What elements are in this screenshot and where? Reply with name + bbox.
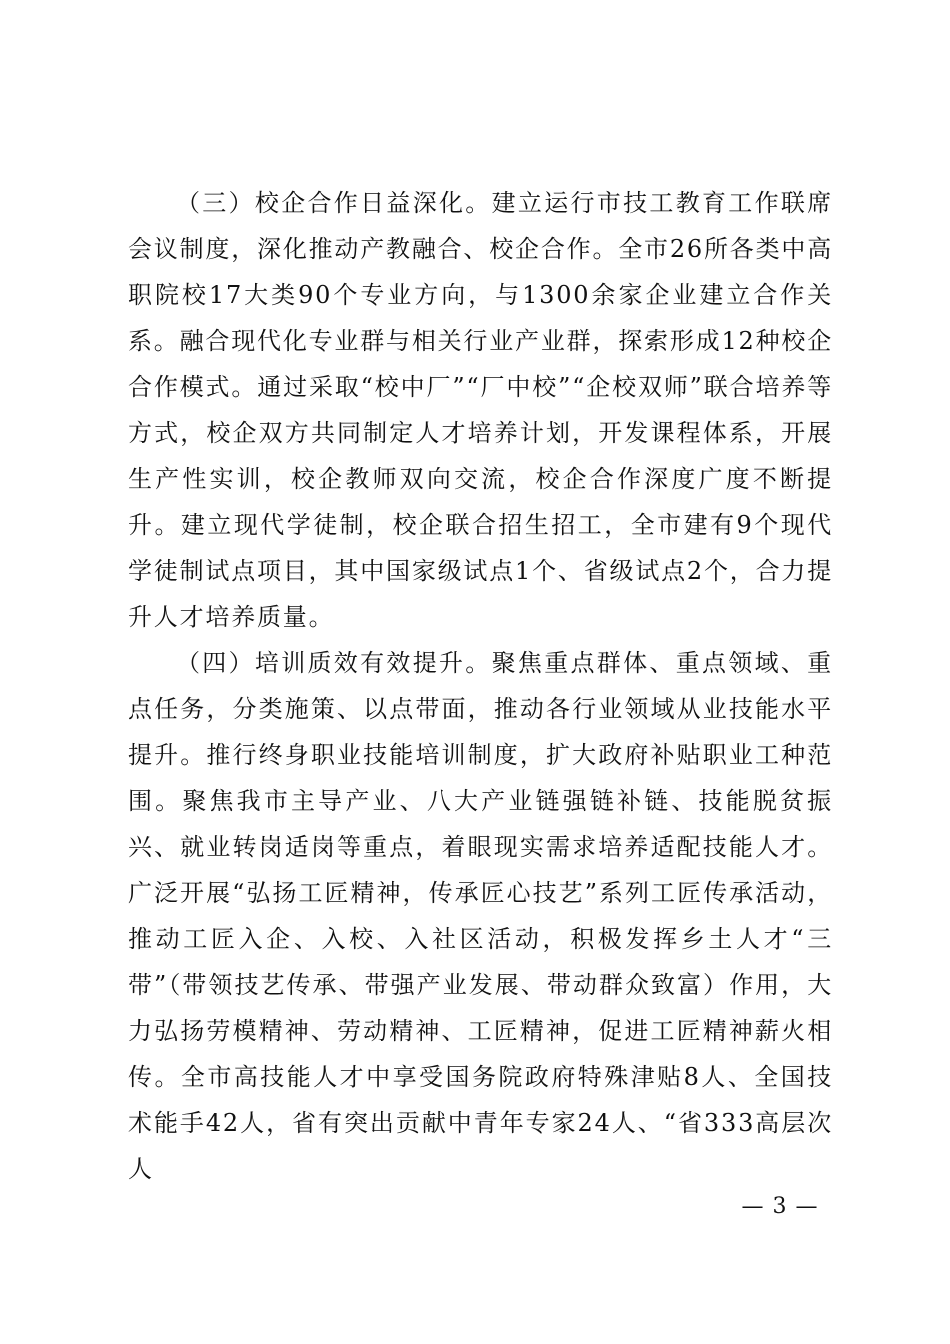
page-number: — 3 — (741, 1194, 819, 1219)
section-heading-3: （三）校企合作日益深化。 (176, 189, 492, 217)
paragraph-4 (128, 640, 833, 1192)
paragraph-3-text: 建立运行市技工教育工作联席会议制度，深化推动产教融合、校企合作。全市26所各类中高职院校17大类90个专业方向，与1300余家企业建立合作关系。融合现代化专业群与相关行业产业群，探索形成12种校企合作模式。通过采取“校中厂”“厂中校”“企校双师”联合培养等方式，校企双方共同制定人才培养计划，开发课程体系，开展生产性实训，校企教师双向交流，校企合作深度广度不断提升。建立现代学徒制，校企联合招生招工，全市建有9个现代学徒制试点项目，其中国家级试点1个、省级试点2个，合力提升人才培养质量。 (128, 189, 833, 631)
document-body (128, 180, 833, 1192)
paragraph-4-text: 聚焦重点群体、重点领域、重点任务，分类施策、以点带面，推动各行业领域从业技能水平提升。推行终身职业技能培训制度，扩大政府补贴职业工种范围。聚焦我市主导产业、八大产业链强链补链、技能脱贫振兴、就业转岗适岗等重点，着眼现实需求培养适配技能人才。广泛开展“弘扬工匠精神，传承匠心技艺”系列工匠传承活动，推动工匠入企、入校、入社区活动，积极发挥乡土人才“三带”（带领技艺传承、带强产业发展、带动群众致富）作用，大力弘扬劳模精神、劳动精神、工匠精神，促进工匠精神薪火相传。全市高技能人才中享受国务院政府特殊津贴8人、全国技术能手42人，省有突出贡献中青年专家24人、“省333高层次人 (128, 649, 833, 1183)
section-heading-4: （四）培训质效有效提升。 (176, 649, 492, 677)
paragraph-3 (128, 180, 833, 640)
